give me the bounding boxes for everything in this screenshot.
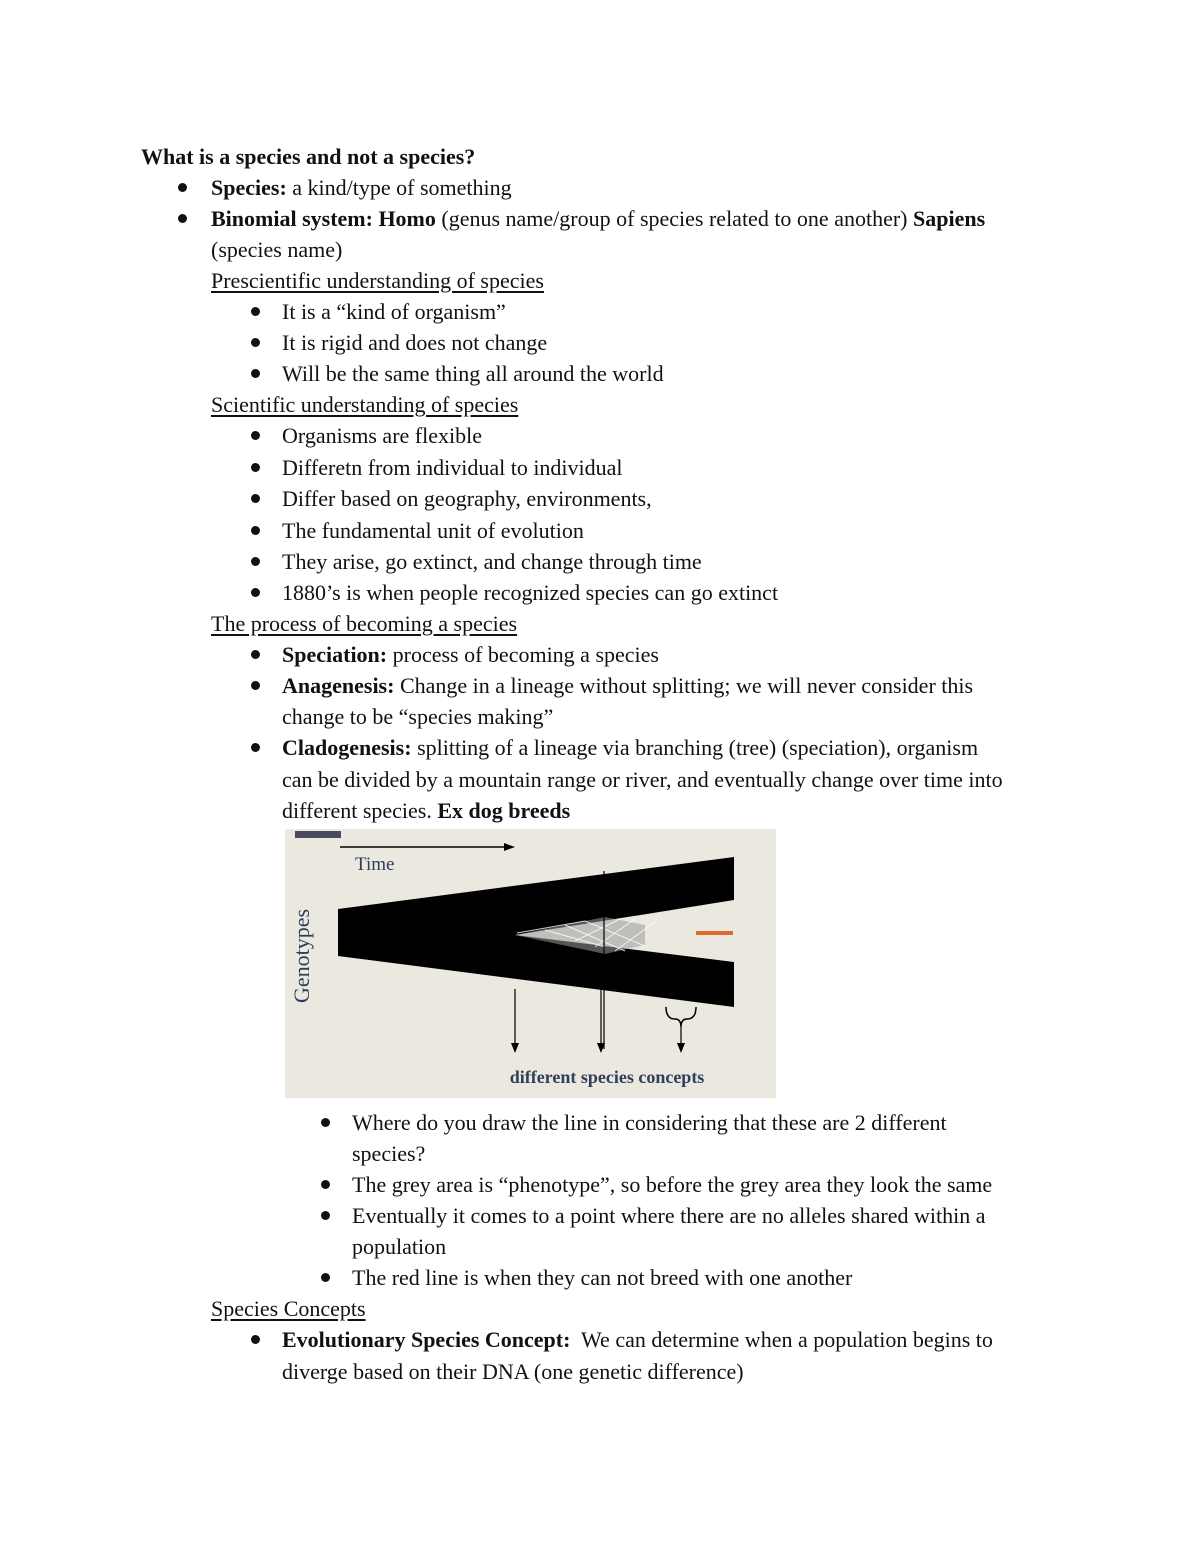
bullet xyxy=(251,743,260,752)
bullet xyxy=(321,1273,330,1282)
list-item: It is rigid and does not change xyxy=(282,330,548,355)
figure-corner-bar xyxy=(295,831,341,838)
list-item: Organisms are flexible xyxy=(282,423,482,448)
list-item: Where do you draw the line in considering that these are 2 different xyxy=(352,1110,947,1135)
bullet xyxy=(251,494,260,503)
bullet xyxy=(251,526,260,535)
bullet xyxy=(321,1118,330,1127)
bullet xyxy=(321,1211,330,1220)
list-item: Binomial system: Homo (genus name/group of species related to one another) Sapiens xyxy=(211,206,986,231)
bullet xyxy=(251,681,260,690)
list-item: Will be the same thing all around the world xyxy=(282,361,664,386)
list-item: Evolutionary Species Concept: We can determine when a population begins to xyxy=(282,1327,993,1352)
bullet xyxy=(251,307,260,316)
list-item: Anagenesis: Change in a lineage without splitting; we will never consider this xyxy=(282,673,974,698)
list-item: The red line is when they can not breed with one another xyxy=(352,1265,853,1290)
section-heading: Scientific understanding of species xyxy=(211,392,519,417)
bullet xyxy=(251,431,260,440)
list-item: They arise, go extinct, and change through time xyxy=(282,549,702,574)
speciation-figure xyxy=(285,829,776,1098)
bullet xyxy=(251,369,260,378)
genotypes-axis-label: Genotypes xyxy=(289,908,314,1004)
list-item: The fundamental unit of evolution xyxy=(282,518,584,543)
bullet xyxy=(178,214,187,223)
section-heading: Species Concepts xyxy=(211,1296,366,1321)
bullet xyxy=(321,1180,330,1189)
list-item: 1880’s is when people recognized species can go extinct xyxy=(282,580,779,605)
list-item: Eventually it comes to a point where there are no alleles shared within a xyxy=(352,1203,986,1228)
section-heading: The process of becoming a species xyxy=(211,611,518,636)
list-item-continuation: (species name) xyxy=(211,237,343,262)
page-title: What is a species and not a species? xyxy=(141,144,476,169)
section-heading: Prescientific understanding of species xyxy=(211,268,544,293)
bullet xyxy=(251,557,260,566)
list-item: The grey area is “phenotype”, so before the grey area they look the same xyxy=(352,1172,993,1197)
list-item-continuation: different species. Ex dog breeds xyxy=(282,798,571,823)
bullet xyxy=(251,338,260,347)
list-item: It is a “kind of organism” xyxy=(282,299,506,324)
list-item-continuation: population xyxy=(352,1234,447,1259)
list-item: Cladogenesis: splitting of a lineage via branching (tree) (speciation), organism xyxy=(282,735,979,760)
figure-caption: different species concepts xyxy=(509,1067,705,1087)
bullet xyxy=(251,1335,260,1344)
bullet xyxy=(251,650,260,659)
list-item: Differ based on geography, environments, xyxy=(282,486,652,511)
bullet xyxy=(251,588,260,597)
list-item: Differetn from individual to individual xyxy=(282,455,623,480)
bullet xyxy=(178,183,187,192)
list-item-continuation: species? xyxy=(352,1141,426,1166)
time-label: Time xyxy=(355,854,395,875)
list-item-continuation: diverge based on their DNA (one genetic difference) xyxy=(282,1359,744,1384)
list-item: Speciation: process of becoming a species xyxy=(282,642,659,667)
list-item-continuation: change to be “species making” xyxy=(282,704,554,729)
list-item: Species: a kind/type of something xyxy=(211,175,512,200)
bullet xyxy=(251,463,260,472)
list-item-continuation: can be divided by a mountain range or river, and eventually change over time into xyxy=(282,767,1003,792)
